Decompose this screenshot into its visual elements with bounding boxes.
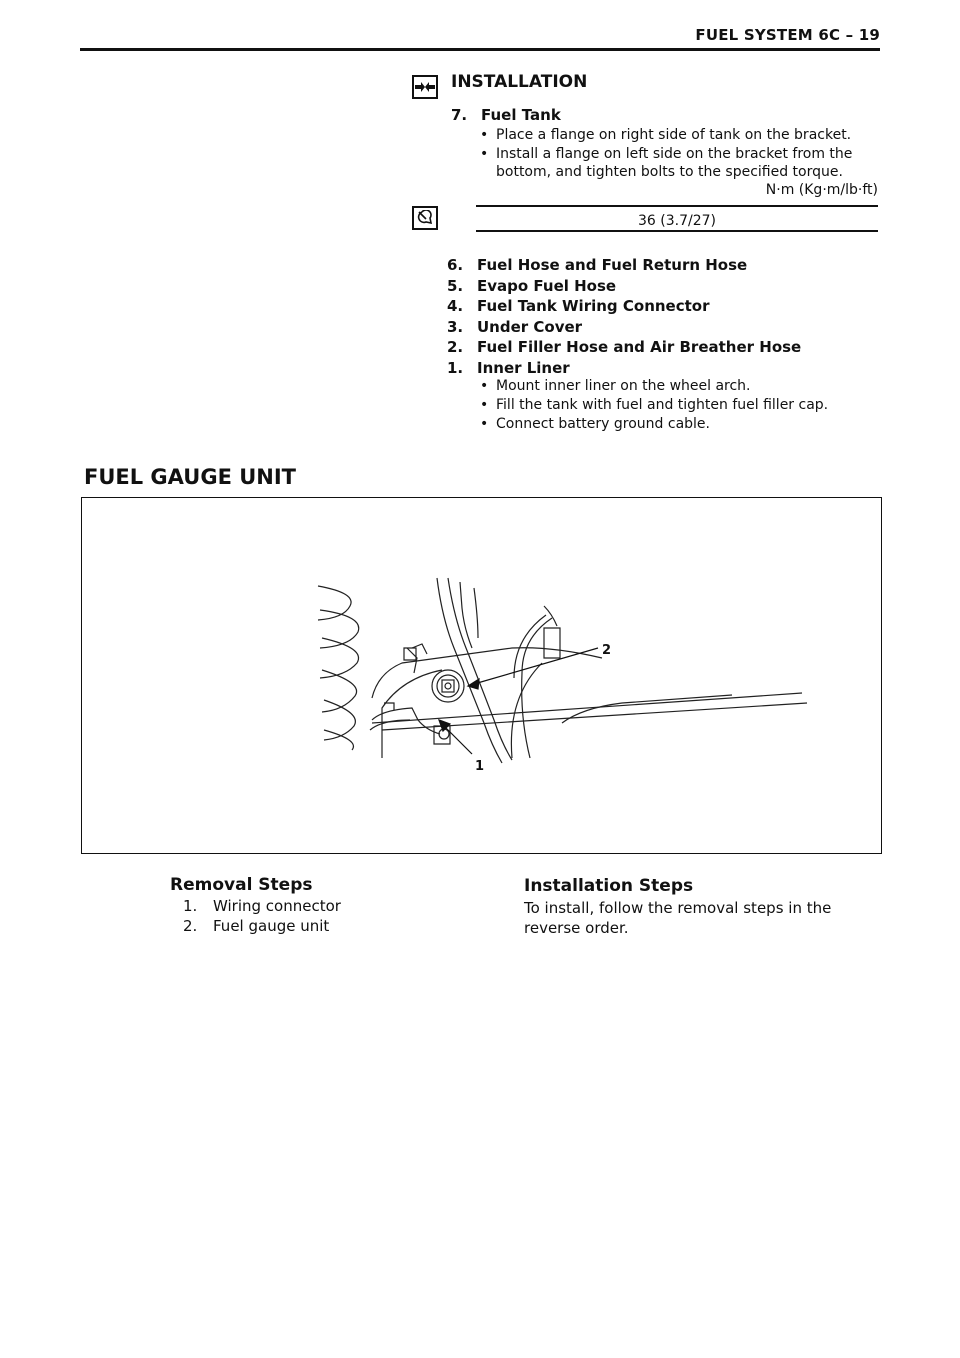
list-item: 1. Wiring connector bbox=[183, 897, 341, 915]
header-rule bbox=[80, 48, 880, 51]
callout-2: 2 bbox=[602, 643, 612, 658]
fuel-tank-heading: 7. Fuel Tank bbox=[451, 106, 561, 124]
bullet-item: • Place a flange on right side of tank on the bracket. bbox=[476, 126, 852, 145]
installation-title: INSTALLATION bbox=[451, 72, 588, 92]
bullet-item: • Mount inner liner on the wheel arch. bbox=[476, 377, 828, 396]
fuel-gauge-figure bbox=[81, 497, 882, 854]
bullet-item: • Connect battery ground cable. bbox=[476, 415, 828, 434]
bullet-continuation: bottom, and tighten bolts to the specified torque. bbox=[496, 164, 843, 180]
installation-steps-title: Installation Steps bbox=[524, 876, 694, 896]
list-item: 5. Evapo Fuel Hose bbox=[447, 276, 617, 295]
removal-steps-list bbox=[183, 896, 341, 936]
torque-wrench-icon bbox=[412, 206, 438, 230]
installation-icon bbox=[412, 75, 438, 99]
page-header-title: FUEL SYSTEM 6C – 19 bbox=[695, 26, 880, 44]
callout-1: 1 bbox=[475, 759, 485, 774]
bullet-item: • Fill the tank with fuel and tighten fuel filler cap. bbox=[476, 396, 828, 415]
installation-steps-line-2: reverse order. bbox=[524, 919, 629, 937]
torque-unit: N·m (Kg·m/lb·ft) bbox=[765, 182, 878, 198]
inner-liner-bullets bbox=[476, 377, 828, 434]
installation-steps-list bbox=[447, 255, 801, 378]
torque-top-rule bbox=[476, 205, 878, 207]
removal-steps-title: Removal Steps bbox=[170, 875, 313, 895]
torque-bottom-rule bbox=[476, 230, 878, 232]
list-item: 1. Inner Liner bbox=[447, 358, 570, 377]
installation-steps-line-1: To install, follow the removal steps in the bbox=[524, 899, 832, 917]
fuel-gauge-title: FUEL GAUGE UNIT bbox=[84, 465, 296, 489]
list-item: 3. Under Cover bbox=[447, 317, 583, 336]
list-item: 2. Fuel Filler Hose and Air Breather Hose bbox=[447, 338, 802, 356]
torque-value: 36 (3.7/27) bbox=[638, 213, 716, 229]
list-item: 4. Fuel Tank Wiring Connector bbox=[447, 297, 710, 315]
bullet-item: • Install a flange on left side on the bracket from the bbox=[476, 145, 852, 164]
list-item: 6. Fuel Hose and Fuel Return Hose bbox=[447, 256, 748, 274]
list-item: 2. Fuel gauge unit bbox=[183, 917, 330, 935]
fuel-gauge-illustration bbox=[82, 498, 880, 852]
fuel-tank-bullets bbox=[476, 126, 852, 164]
